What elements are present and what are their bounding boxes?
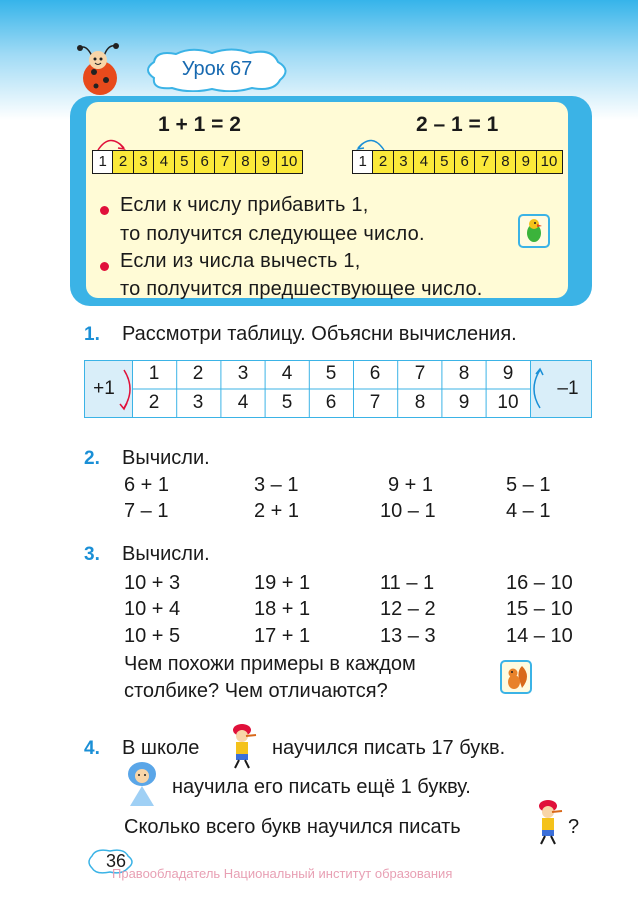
pinocchio-icon xyxy=(528,798,568,846)
number-cell: 10 xyxy=(540,153,558,170)
exercise: 10 + 4 xyxy=(124,598,181,620)
malvina-icon xyxy=(118,760,166,810)
number-cell: 4 xyxy=(154,151,174,173)
exercise: 5 – 1 xyxy=(506,474,551,496)
exercise: 17 + 1 xyxy=(254,625,311,647)
number-cell: 3 xyxy=(394,151,414,173)
number-cell: 1 xyxy=(93,151,113,173)
ladybug-icon xyxy=(74,42,126,98)
exercise: 14 – 10 xyxy=(506,625,573,647)
number-cell: 2 xyxy=(373,151,393,173)
task-number: 2. xyxy=(84,448,100,469)
number-cell: 2 xyxy=(113,151,133,173)
task-text: ? xyxy=(568,816,580,838)
exercise: 9 + 1 xyxy=(388,474,434,496)
number-cell: 6 xyxy=(455,151,475,173)
task-text: Вычисли. xyxy=(122,447,210,469)
task-text: научила его писать ещё 1 букву. xyxy=(172,776,471,798)
rule-line: то получится предшествующее число. xyxy=(120,278,483,300)
exercise: 12 – 2 xyxy=(380,598,436,620)
exercise: 4 – 1 xyxy=(506,500,551,522)
table-cell: 8 xyxy=(414,392,426,413)
minus-one-label: –1 xyxy=(557,378,579,399)
exercise: 10 + 5 xyxy=(124,625,181,647)
exercise: 10 + 3 xyxy=(124,572,181,594)
number-line-right xyxy=(352,150,563,174)
task-text: научился писать 17 букв. xyxy=(272,737,506,759)
task-number: 1. xyxy=(84,324,100,345)
rule-line: Если из числа вычесть 1, xyxy=(120,250,361,272)
task-question: столбике? Чем отличаются? xyxy=(124,680,388,702)
number-cell: 8 xyxy=(236,151,256,173)
number-cell: 7 xyxy=(475,151,495,173)
table-cell: 9 xyxy=(502,363,514,384)
table-cell: 1 xyxy=(148,363,160,384)
number-cell: 5 xyxy=(175,151,195,173)
number-cell: 9 xyxy=(256,151,276,173)
exercise: 15 – 10 xyxy=(506,598,573,620)
table-cell: 8 xyxy=(458,363,470,384)
plus-one-label: +1 xyxy=(93,378,115,399)
exercise: 7 – 1 xyxy=(124,500,169,522)
table-cell: 2 xyxy=(192,363,204,384)
bullet-icon xyxy=(100,206,109,215)
table-cell: 7 xyxy=(369,392,381,413)
number-cell: 7 xyxy=(215,151,235,173)
rule-line: то получится следующее число. xyxy=(120,223,425,245)
exercise: 16 – 10 xyxy=(506,572,573,594)
task-text: Вычисли. xyxy=(122,543,210,565)
number-cell: 10 xyxy=(280,153,298,170)
number-cell: 4 xyxy=(414,151,434,173)
exercise: 11 – 1 xyxy=(380,572,435,594)
task-number: 4. xyxy=(84,738,100,759)
exercise: 3 – 1 xyxy=(254,474,299,496)
exercise: 10 – 1 xyxy=(380,500,436,522)
exercise: 13 – 3 xyxy=(380,625,436,647)
task-number: 3. xyxy=(84,544,100,565)
table-cell: 10 xyxy=(497,392,519,413)
page-number: 36 xyxy=(105,851,127,871)
exercise: 2 + 1 xyxy=(254,500,300,522)
task-text: Рассмотри таблицу. Объясни вычисления. xyxy=(122,323,517,345)
number-cell: 6 xyxy=(195,151,215,173)
number-line-left xyxy=(92,150,303,174)
exercise: 19 + 1 xyxy=(254,572,311,594)
table-cell: 3 xyxy=(192,392,204,413)
task-question: Чем похожи примеры в каждом xyxy=(124,653,416,675)
number-cell: 1 xyxy=(353,151,373,173)
table-cell: 6 xyxy=(325,392,337,413)
squirrel-icon xyxy=(500,660,532,694)
equation-addition: 1 + 1 = 2 xyxy=(158,113,241,136)
number-cell: 9 xyxy=(516,151,536,173)
number-cell: 8 xyxy=(496,151,516,173)
number-cell: 3 xyxy=(134,151,154,173)
task-text: Сколько всего букв научился писать xyxy=(124,816,461,838)
table-cell: 2 xyxy=(148,392,160,413)
pinocchio-icon xyxy=(222,722,262,770)
lesson-title: Урок 67 xyxy=(181,58,253,80)
table-cell: 5 xyxy=(281,392,293,413)
table-cell: 6 xyxy=(369,363,381,384)
equation-subtraction: 2 – 1 = 1 xyxy=(416,113,499,136)
plus-minus-table xyxy=(84,360,592,418)
bullet-icon xyxy=(100,262,109,271)
exercise: 6 + 1 xyxy=(124,474,170,496)
table-cell: 9 xyxy=(458,392,470,413)
number-cell: 5 xyxy=(435,151,455,173)
table-cell: 4 xyxy=(281,363,293,384)
table-cell: 3 xyxy=(237,363,249,384)
task-text: В школе xyxy=(122,737,200,759)
rule-line: Если к числу прибавить 1, xyxy=(120,194,369,216)
exercise: 18 + 1 xyxy=(254,598,311,620)
table-cell: 4 xyxy=(237,392,249,413)
parrot-icon xyxy=(518,214,550,248)
copyright-text: Правообладатель Национальный институт образования xyxy=(112,866,453,881)
table-cell: 7 xyxy=(414,363,426,384)
table-cell: 5 xyxy=(325,363,337,384)
